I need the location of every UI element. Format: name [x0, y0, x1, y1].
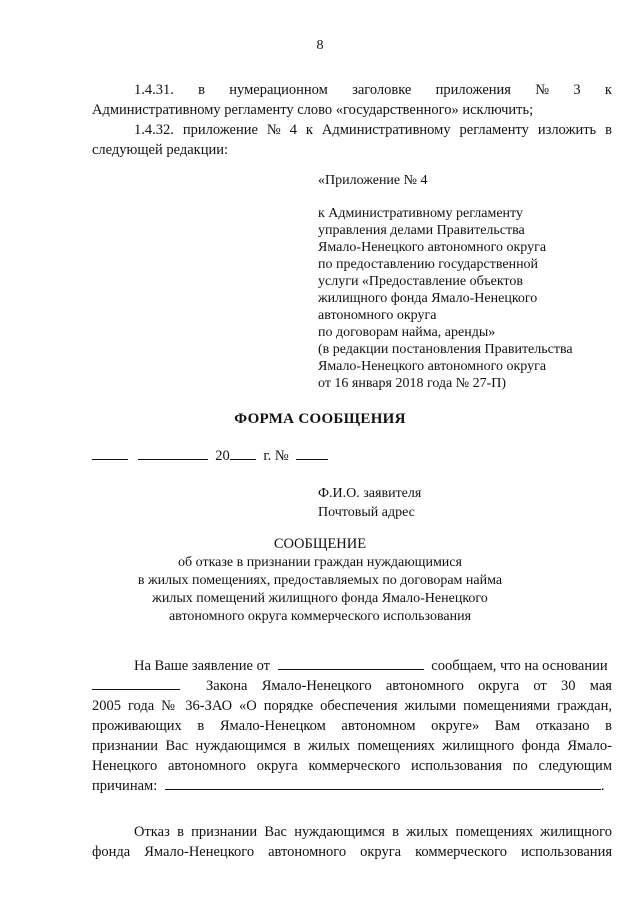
body-text: причинам: [92, 778, 158, 794]
appendix-line: автономного округа [318, 308, 437, 323]
word: автономного [385, 678, 464, 694]
word: от [533, 678, 547, 694]
paragraph-1431-line1 [134, 80, 612, 100]
body-line-5: признании Вас нуждающимся в жилых помещениях жилищного фонда Ямало- [92, 738, 612, 754]
word: к [604, 82, 612, 98]
word: нумерационном [229, 82, 328, 98]
law-blank [92, 677, 180, 690]
year-blank [230, 447, 256, 460]
word: регламенту [459, 122, 529, 138]
appendix-line: (в редакции постановления Правительства [318, 342, 573, 357]
appendix-line: к Административному регламенту [318, 206, 523, 221]
paragraph-1431-line2: Административному регламенту слово «государственного» исключить; [92, 102, 534, 118]
word: заголовке [352, 82, 412, 98]
word: округа [478, 678, 520, 694]
reasons-blank [165, 777, 601, 790]
application-date-blank [278, 657, 424, 670]
body-line-7 [92, 776, 604, 796]
form-title: ФОРМА СООБЩЕНИЯ [234, 411, 406, 427]
word: к [305, 122, 313, 138]
month-blank [138, 447, 208, 460]
appendix-line: от 16 января 2018 года № 27-П) [318, 376, 507, 391]
body-line-3: 2005 года № 36-ЗАО «О порядке обеспечения жилыми помещениями граждан, [92, 698, 612, 714]
body-text: . [600, 778, 605, 794]
body-line-1 [134, 656, 608, 676]
body-line-8: Отказ в признании Вас нуждающимся в жилых помещениях жилищного [134, 824, 612, 840]
word: в [605, 122, 612, 138]
word: приложение [182, 122, 258, 138]
postal-address-label: Почтовый адрес [318, 505, 415, 520]
word: 1.4.31. [134, 82, 174, 98]
number-label: г. № [263, 448, 289, 464]
appendix-line: услуги «Предоставление объектов [318, 274, 523, 289]
word: № [535, 82, 550, 98]
word: приложения [435, 82, 511, 98]
appendix-heading: «Приложение № 4 [318, 173, 428, 188]
addressee-block [318, 484, 421, 522]
subtitle-line: в жилых помещениях, предоставляемых по договорам найма [137, 573, 503, 588]
subtitle-line: об отказе в признании граждан нуждающимися [178, 555, 462, 570]
appendix-line: Ямало-Ненецкого автономного округа [318, 359, 547, 374]
body-line-4: проживающих в Ямало-Ненецком автономном округе» Вам отказано в [92, 718, 612, 734]
appendix-line: жилищного фонда Ямало-Ненецкого [318, 291, 538, 306]
appendix-line: по договорам найма, аренды» [318, 325, 496, 340]
subtitle-line: автономного округа коммерческого использования [168, 609, 472, 624]
date-number-line [92, 446, 328, 466]
paragraph-1432-line1 [134, 120, 612, 140]
word: № [266, 122, 281, 138]
appendix-line: по предоставлению государственной [318, 257, 539, 272]
body-line-9: фонда Ямало-Ненецкого автономного округа коммерческого использования [92, 844, 612, 860]
subtitle-line: жилых помещений жилищного фонда Ямало-Ненецкого [152, 591, 488, 606]
word: в [198, 82, 205, 98]
body-line-2-text [206, 676, 612, 696]
applicant-name-label: Ф.И.О. заявителя [318, 486, 422, 501]
message-subtitle [0, 554, 640, 626]
appendix-line: Ямало-Ненецкого автономного округа [318, 240, 547, 255]
word: Закона [206, 678, 248, 694]
word: мая [589, 678, 612, 694]
word: 3 [573, 82, 581, 98]
body-line-2 [92, 676, 180, 696]
appendix-line: управления делами Правительства [318, 223, 525, 238]
paragraph-1432-line2: следующей редакции: [92, 142, 229, 158]
word: 1.4.32. [134, 122, 174, 138]
appendix-block [318, 205, 573, 392]
day-blank [92, 447, 128, 460]
word: Административному [321, 122, 451, 138]
body-text: сообщаем, что на основании [431, 658, 608, 674]
page-number: 8 [316, 38, 324, 53]
number-blank [296, 447, 328, 460]
body-text: На Ваше заявление от [134, 658, 271, 674]
year-prefix: 20 [215, 448, 230, 464]
word: 4 [289, 122, 297, 138]
message-title: СООБЩЕНИЕ [273, 536, 367, 552]
body-line-6: Ненецкого автономного округа коммерческого использования по следующим [92, 758, 612, 774]
word: изложить [537, 122, 597, 138]
word: 30 [561, 678, 576, 694]
word: Ямало-Ненецкого [261, 678, 372, 694]
